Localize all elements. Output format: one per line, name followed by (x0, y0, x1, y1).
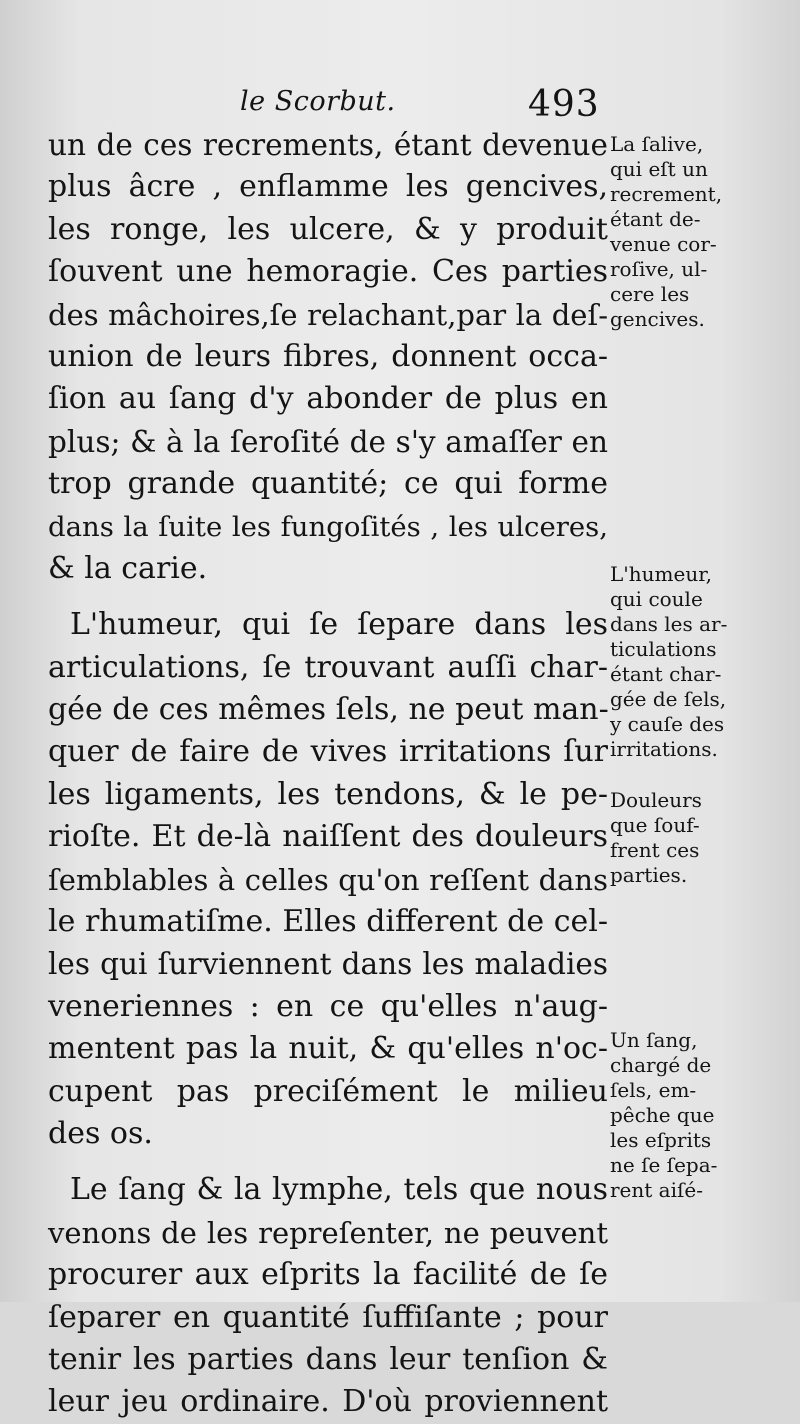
note-line: y cauſe des (610, 712, 725, 736)
text-line: gée de ces mêmes ſels, ne peut man- (48, 692, 609, 728)
margin-note-pains (610, 788, 780, 888)
text-line: L'humeur, qui ſe ſepare dans les (70, 607, 608, 643)
text-line: & la carie. (48, 550, 208, 586)
note-line: gée de ſels, (610, 687, 727, 711)
note-line: ſels, em- (610, 1078, 697, 1102)
text-line: le rhumatiſme. Elles different de cel- (48, 904, 608, 940)
note-line: irritations. (610, 737, 718, 761)
text-line: plus âcre , enflamme les gencives, (48, 169, 608, 205)
note-line: parties. (610, 863, 688, 887)
text-line: mentent pas la nuit, & qu'elles n'oc- (48, 1031, 608, 1067)
note-line: frent ces (610, 838, 700, 862)
text-line: dans la ſuite les fungoſités , les ulceres, (48, 510, 608, 543)
note-line: ne ſe ſepa- (610, 1153, 718, 1177)
note-line: La ſalive, (610, 132, 704, 156)
text-line: ſion au ſang d'y abonder de plus en (48, 381, 608, 417)
text-line: tenir les parties dans leur tenſion & (48, 1341, 608, 1377)
note-line: venue cor- (610, 232, 717, 256)
text-line: leur jeu ordinaire. D'où proviennent (48, 1384, 608, 1420)
note-line: L'humeur, (610, 562, 712, 586)
text-line: rioſte. Et de-là naiſſent des douleurs (48, 819, 608, 855)
text-line: veneriennes : en ce qu'elles n'aug- (48, 988, 608, 1024)
note-line: que ſouf- (610, 813, 700, 837)
note-line: qui eſt un (610, 157, 708, 181)
text-line: ſemblables à celles qu'on reſſent dans (48, 862, 608, 897)
text-line: des mâchoires,ſe relachant,par la deſ- (48, 297, 608, 332)
text-line: venons de les repreſenter, ne peuvent (48, 1215, 608, 1250)
text-line: un de ces recrements, étant devenue (48, 128, 608, 162)
margin-note-humour (610, 562, 780, 762)
note-line: dans les ar- (610, 612, 728, 636)
note-line: étant char- (610, 662, 722, 686)
note-line: rent aiſé- (610, 1178, 703, 1202)
margin-note-blood (610, 1028, 780, 1203)
note-line: recrement, (610, 182, 723, 206)
text-line: les ligaments, les tendons, & le pe- (48, 776, 608, 812)
note-line: chargé de (610, 1053, 712, 1077)
text-line: les ronge, les ulcere, & y produit (48, 211, 608, 247)
text-line: les qui ſurviennent dans les maladies (48, 947, 608, 982)
note-line: Douleurs (610, 788, 702, 812)
text-line: des os. (48, 1115, 153, 1151)
page-number: 493 (528, 84, 600, 125)
note-line: ticulations (610, 637, 717, 661)
note-line: les eſprits (610, 1128, 712, 1152)
text-line: union de leurs fibres, donnent occa- (48, 338, 608, 374)
text-line: cupent pas preciſément le milieu (48, 1073, 608, 1109)
text-line: quer de faire de vives irritations ſur (48, 734, 608, 770)
text-line: procurer aux eſprits la facilité de ſe (48, 1257, 608, 1293)
text-line: ſouvent une hemoragie. Ces parties (48, 254, 608, 290)
paragraph-gap (48, 1155, 608, 1169)
note-line: pêche que (610, 1103, 715, 1127)
text-line: ſeparer en quantité ſuffiſante ; pour (48, 1299, 608, 1335)
note-line: gencives. (610, 307, 705, 331)
text-line: articulations, ſe trouvant auſſi char- (48, 649, 608, 685)
note-line: qui coule (610, 587, 703, 611)
main-text-column (48, 124, 608, 1424)
text-line: Le ſang & la lymphe, tels que nous (70, 1172, 608, 1208)
text-line: plus; & à la ſeroſité de s'y amaſſer en (48, 424, 608, 459)
note-line: Un ſang, (610, 1028, 698, 1052)
running-title: le Scorbut. (240, 86, 396, 117)
note-line: cere les (610, 282, 690, 306)
note-line: roſive, ul- (610, 257, 708, 281)
note-line: étant de- (610, 207, 701, 231)
margin-note-saliva (610, 132, 780, 332)
text-line: trop grande quantité; ce qui forme (48, 466, 608, 502)
paragraph-gap (48, 590, 608, 604)
